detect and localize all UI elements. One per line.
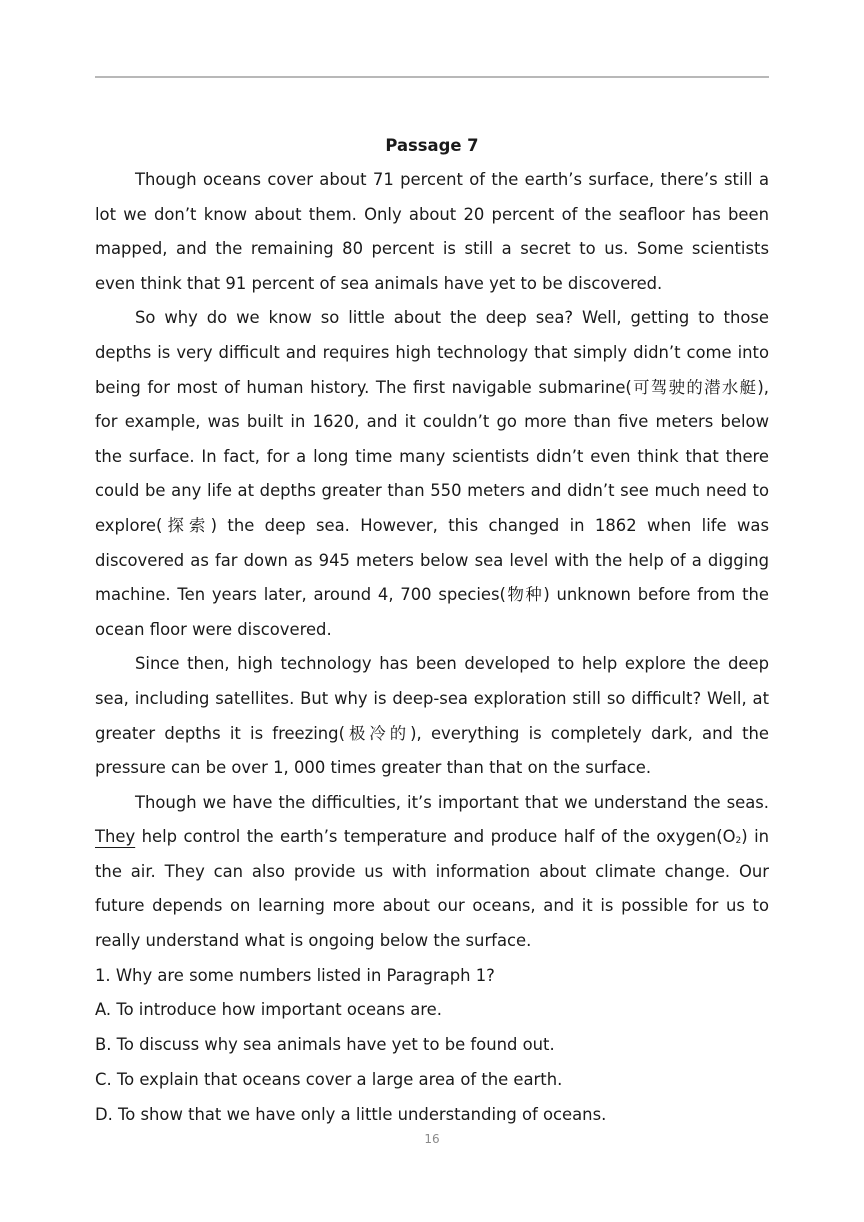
- paragraph-4-end: ) in the air. They can also provide us with information about climate change. Our future depends on learning more about our oceans, and it is possible for us to really understand what is ongoing below the surface.: [95, 827, 770, 951]
- paragraph-4: [95, 786, 769, 959]
- oxygen-subscript: 2: [735, 836, 742, 847]
- option-c: C. To explain that oceans cover a large area of the earth.: [95, 1070, 563, 1090]
- paragraph-1: Though oceans cover about 71 percent of the earth’s surface, there’s still a lot we don’t know about them. Only about 20 percent of the seafloor has been mapped, and the remaining 80 percent is still a secret to us. Some scientists even think that 91 percent of sea animals have yet to be discovered.: [95, 170, 769, 293]
- option-b: B. To discuss why sea animals have yet to be found out.: [95, 1035, 555, 1055]
- question-stem: 1. Why are some numbers listed in Paragraph 1?: [95, 965, 495, 985]
- passage-title: Passage 7: [385, 136, 479, 155]
- paragraph-3: Since then, high technology has been developed to help explore the deep sea, including satellites. But why is deep-sea exploration still so difficult? Well, at greater depths it is freezing(极冷的), everything is completely dark, and the pressure can be over 1, 000 times greater than that on the surface.: [95, 654, 769, 778]
- paragraph-2: So why do we know so little about the deep sea? Well, getting to those depths is very difficult and requires high technology that simply didn’t come into being for most of human history. The first navigable submarine(可驾驶的潜水艇), for example, was built in 1620, and it couldn’t go more than five meters below the surface. In fact, for a long time many scientists didn’t even think that there could be any life at depths greater than 550 meters and didn’t see much need to explore(探索) the deep sea. However, this changed in 1862 when life was discovered as far down as 945 meters below sea level with the help of a digging machine. Ten years later, around 4, 700 species(物种) unknown before from the ocean floor were discovered.: [95, 308, 769, 639]
- option-d: D. To show that we have only a little understanding of oceans.: [95, 1104, 607, 1124]
- page-number: 16: [424, 1132, 440, 1146]
- header-rule: [95, 76, 769, 78]
- paragraph-4-start: Though we have the difficulties, it’s important that we understand the seas.: [135, 792, 769, 812]
- option-a: A. To introduce how important oceans are.: [95, 1000, 442, 1020]
- passage-content: [95, 129, 769, 1133]
- underlined-word-they: They: [95, 827, 136, 847]
- paragraph-4-mid: help control the earth’s temperature and produce half of the oxygen(O: [135, 827, 736, 847]
